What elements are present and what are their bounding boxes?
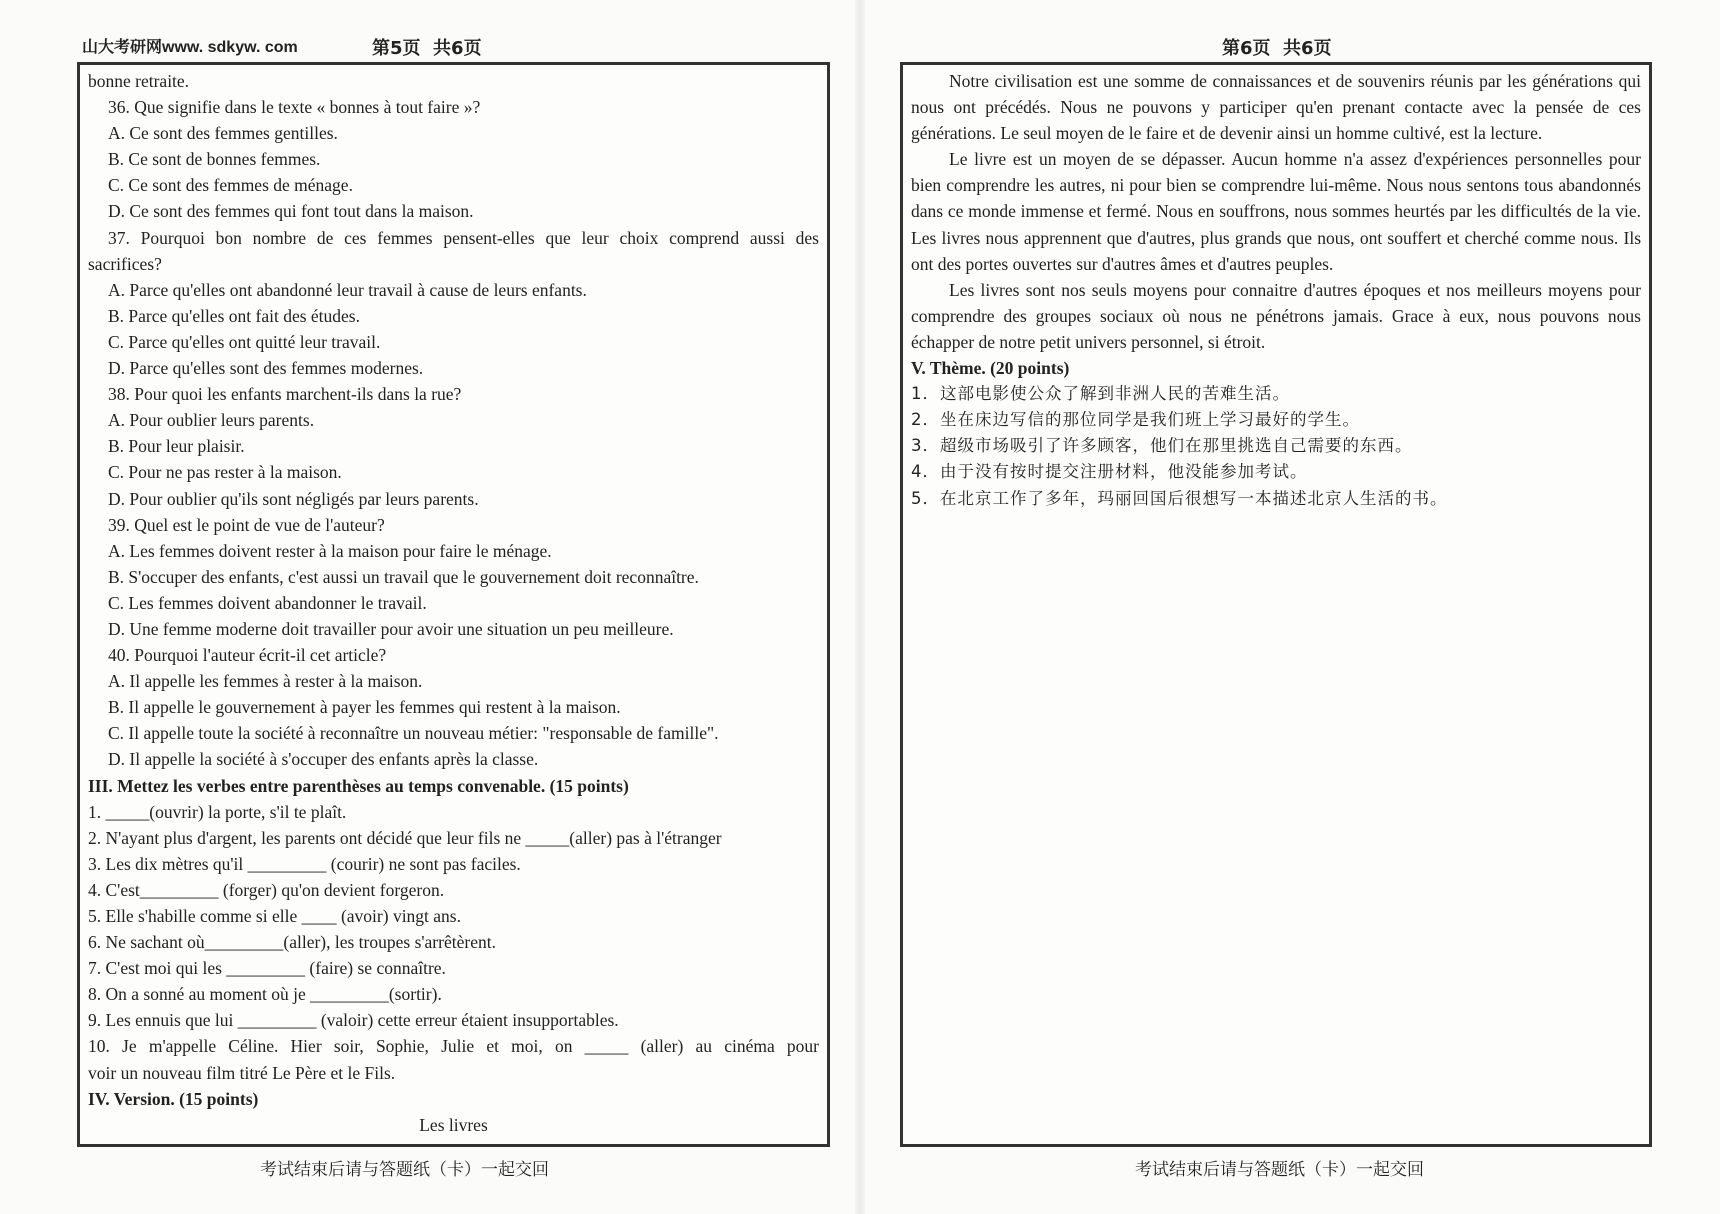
passage-paragraph: Les livres sont nos seuls moyens pour connaitre d'autres époques et nos meilleurs moyens pour comprendre des groupes sociaux où nous ne pénétrons jamais. Grace à eux, nous pouvons nous échapper de notre petit univers personnel, si étroit. [911, 279, 1641, 352]
option-line: A. Pour oublier leurs parents. [108, 410, 315, 431]
exercise-line: 3. Les dix mètres qu'il _________ (courir) ne sont pas faciles. [88, 853, 521, 874]
question-39: 39. Quel est le point de vue de l'auteur? [108, 514, 385, 535]
question-40: 40. Pourquoi l'auteur écrit-il cet article? [108, 645, 387, 666]
passage-title: Les livres [419, 1114, 488, 1135]
theme-item: 1．这部电影使公众了解到非洲人民的苦难生活。 [911, 384, 1290, 404]
exam-text [88, 68, 819, 1138]
exercise-line: 6. Ne sachant où_________(aller), les troupes s'arrêtèrent. [88, 932, 496, 953]
option-line: A. Les femmes doivent rester à la maison pour faire le ménage. [108, 540, 552, 561]
question-37: 37. Pourquoi bon nombre de ces femmes pensent-elles que leur choix comprend aussi des [108, 227, 819, 248]
section-heading-iv: IV. Version. (15 points) [88, 1088, 259, 1109]
right-page [860, 0, 1720, 1214]
option-line: C. Pour ne pas rester à la maison. [108, 462, 342, 483]
option-line: C. Parce qu'elles ont quitté leur travail. [108, 331, 381, 352]
exercise-line: 4. C'est_________ (forger) qu'on devient forgeron. [88, 879, 445, 900]
page-number-label: 第5页 共6页 [372, 38, 482, 59]
theme-item: 3．超级市场吸引了许多顾客，他们在那里挑选自己需要的东西。 [911, 436, 1413, 456]
section-heading-v: V. Thème. (20 points) [911, 358, 1070, 379]
page-footer: 考试结束后请与答题纸（卡）一起交回 [1135, 1160, 1424, 1180]
passage-paragraph: Le livre est un moyen de se dépasser. Aucun homme n'a assez d'expériences personnelles pour bien comprendre les autres, ni pour bien se comprendre lui-même. Nous nous sentons tous abandonnés dans ce monde immense et fermé. Nous en souffrons, nous sommes heurtés par les difficultés de la vie. Les livres nous apprennent que d'autres, plus grands que nous, ont souffert et cherché comme nous. Ils ont des portes ouvertes sur d'autres âmes et d'autres peuples. [911, 149, 1641, 274]
exercise-line: 2. N'ayant plus d'argent, les parents ont décidé que leur fils ne _____(aller) pas à l'étranger [88, 827, 722, 848]
page-number-label: 第6页 共6页 [1222, 38, 1332, 59]
option-line: B. S'occuper des enfants, c'est aussi un travail que le gouvernement doit reconnaître. [108, 566, 699, 587]
exam-text [911, 68, 1641, 512]
site-header: 山大考研网www. sdkyw. com [82, 39, 298, 56]
exam-content-box [900, 62, 1652, 1147]
exercise-line: 5. Elle s'habille comme si elle ____ (avoir) vingt ans. [88, 906, 461, 926]
text-line: sacrifices? [88, 253, 162, 274]
option-line: A. Ce sont des femmes gentilles. [108, 123, 338, 144]
option-line: C. Il appelle toute la société à reconnaître un nouveau métier: "responsable de famille". [108, 723, 719, 744]
option-line: A. Parce qu'elles ont abandonné leur travail à cause de leurs enfants. [108, 279, 587, 300]
exercise-line: 10. Je m'appelle Céline. Hier soir, Sophie, Julie et moi, on _____ (aller) au cinéma pour [88, 1036, 819, 1057]
option-line: B. Ce sont de bonnes femmes. [108, 149, 321, 170]
question-36: 36. Que signifie dans le texte « bonnes à tout faire »? [108, 97, 481, 118]
page-footer: 考试结束后请与答题纸（卡）一起交回 [260, 1160, 549, 1180]
option-line: D. Parce qu'elles sont des femmes modernes. [108, 358, 424, 379]
text-line: bonne retraite. [88, 71, 190, 91]
option-line: D. Ce sont des femmes qui font tout dans la maison. [108, 201, 474, 222]
option-line: D. Pour oublier qu'ils sont négligés par leurs parents. [108, 488, 479, 509]
exercise-line: 1. _____(ouvrir) la porte, s'il te plaît. [88, 801, 347, 822]
passage-paragraph: Notre civilisation est une somme de connaissances et de souvenirs réunis par les générations qui nous ont précédés. Nous ne pouvons y participer qu'en prenant contacte avec la pensée de ces générations. Le seul moyen de le faire et de devenir ainsi un homme cultivé, est la lecture. [911, 71, 1641, 144]
option-line: B. Parce qu'elles ont fait des études. [108, 305, 360, 326]
exercise-line: 8. On a sonné au moment où je _________(sortir). [88, 984, 442, 1005]
option-line: B. Pour leur plaisir. [108, 436, 245, 457]
exercise-line: 7. C'est moi qui les _________ (faire) se connaître. [88, 958, 446, 979]
option-line: D. Il appelle la société à s'occuper des enfants après la classe. [108, 749, 539, 770]
theme-item: 5．在北京工作了多年，玛丽回国后很想写一本描述北京人生活的书。 [911, 488, 1448, 508]
option-line: C. Les femmes doivent abandonner le travail. [108, 592, 427, 613]
option-line: B. Il appelle le gouvernement à payer les femmes qui restent à la maison. [108, 697, 621, 718]
exercise-line: voir un nouveau film titré Le Père et le Fils. [88, 1062, 396, 1083]
theme-item: 2．坐在床边写信的那位同学是我们班上学习最好的学生。 [911, 410, 1360, 430]
exam-content-box [77, 62, 830, 1147]
option-line: D. Une femme moderne doit travailler pour avoir une situation un peu meilleure. [108, 618, 674, 639]
option-line: C. Ce sont des femmes de ménage. [108, 175, 353, 196]
section-heading-iii: III. Mettez les verbes entre parenthèses au temps convenable. (15 points) [88, 775, 629, 796]
exercise-line: 9. Les ennuis que lui _________ (valoir) cette erreur étaient insupportables. [88, 1010, 619, 1031]
question-38: 38. Pour quoi les enfants marchent-ils dans la rue? [108, 384, 462, 405]
option-line: A. Il appelle les femmes à rester à la maison. [108, 671, 423, 692]
theme-item: 4．由于没有按时提交注册材料，他没能参加考试。 [911, 462, 1308, 482]
